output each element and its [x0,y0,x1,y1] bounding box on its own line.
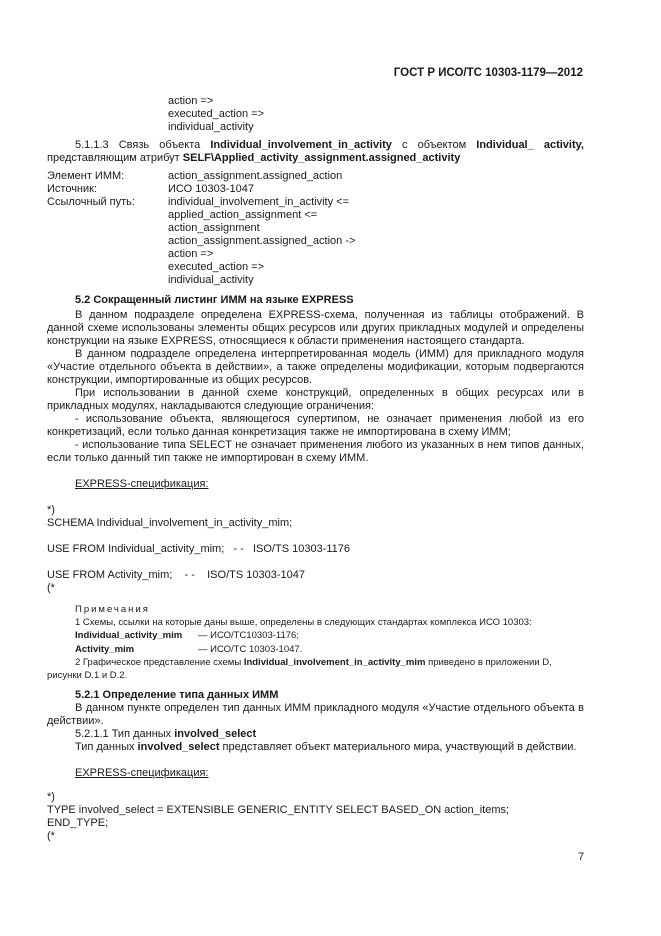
code-line: USE FROM Individual_activity_mim; - - ISO/TS 10303-1176 [47,543,351,555]
note-2-cont: рисунки D.1 и D.2. [47,670,128,681]
section-5211-heading: 5.2.1.1 Тип данных involved_select [75,728,257,740]
code-line: *) [47,504,55,516]
code-line: (* [47,582,55,594]
express-spec-label: EXPRESS-спецификация: [75,478,209,490]
note-1: 1 Схемы, ссылки на которые даны выше, определены в следующих стандартах комплекса ИСО 10303: [75,617,532,628]
ref-path-line: action_assignment [168,222,260,234]
section-5113-line2: представляющим атрибут SELF\Applied_activity_assignment.assigned_activity [47,152,461,164]
section-5211-p: Тип данных involved_select представляет объект материального мира, участвующий в действии. [75,741,577,753]
ref-path-line: individual_activity [168,274,254,286]
section-5113-line1: 5.1.1.3 Связь объекта Individual_involvement_in_activity с объектом Individual_ activity, [75,139,584,151]
path-label: Ссылочный путь: [47,196,135,208]
path-line: individual_activity [168,121,254,133]
element-value: action_assignment.assigned_action [168,170,343,182]
path-line: action => [168,95,214,107]
section-52-p3: При использовании в данной схеме конструкций, определенных в общих ресурсах или в прикладных модулях, накладываются следующие ограничения: [47,387,584,412]
element-label: Элемент ИММ: [47,170,125,182]
code-line: *) [47,791,55,803]
section-521-heading: 5.2.1 Определение типа данных ИММ [75,689,279,701]
note-ref-name: Individual_activity_mim [75,630,183,641]
path-line: executed_action => [168,108,265,120]
section-52-p5: - использование типа SELECT не означает применения любого из указанных в нем типов данных, если только данный тип также не импортирован в схему ИММ. [47,439,584,464]
page-number: 7 [578,851,585,863]
ref-path-line: action => [168,248,214,260]
ref-path-line: applied_action_assignment <= [168,209,318,221]
section-52-heading: 5.2 Сокращенный листинг ИММ на языке EXPRESS [75,294,354,306]
code-line: (* [47,830,55,842]
note-ref-standard: — ИСО/ТС 10303-1047. [198,644,303,655]
code-line: END_TYPE; [47,817,109,829]
ref-path-line: executed_action => [168,261,265,273]
note-2: 2 Графическое представление схемы Individual_involvement_in_activity_mim приведено в приложении D, [75,657,552,668]
code-line: USE FROM Activity_mim; - - ISO/TS 10303-1047 [47,569,305,581]
section-521-p1: В данном пункте определен тип данных ИММ прикладного модуля «Участие отдельного объекта в действии». [47,702,584,727]
section-52-p4: - использование объекта, являющегося супертипом, не означает применения любой из его конкретизаций, если только данная конкретизация также не импортирована в схему ИММ; [47,413,584,438]
source-label: Источник: [47,183,98,195]
ref-path-line: action_assignment.assigned_action -> [168,235,356,247]
section-52-p2: В данном подразделе определена интерпретированная модель (ИММ) для прикладного модуля «Участие отдельного объекта в действии», а также определены модификации, которым подвергаются конструкции, импортированные из общих ресурсов. [47,348,584,386]
note-ref-standard: — ИСО/ТС10303-1176; [198,630,299,641]
code-line: SCHEMA Individual_involvement_in_activity_mim; [47,517,293,529]
ref-path-line: individual_involvement_in_activity <= [168,196,349,208]
notes-title: Примечания [75,604,150,615]
source-value: ИСО 10303-1047 [168,183,254,195]
document-header: ГОСТ Р ИСО/ТС 10303-1179—2012 [393,67,583,79]
code-line: TYPE involved_select = EXTENSIBLE GENERIC_ENTITY SELECT BASED_ON action_items; [47,804,510,816]
note-ref-name: Activity_mim [75,644,135,655]
section-52-p1: В данном подразделе определена EXPRESS-схема, полученная из таблицы отображений. В данной схеме использованы элементы общих ресурсов или других прикладных модулей и определены конструкции на языке EXPRESS, относящиеся к области применения настоящего стандарта. [47,309,584,347]
express-spec-label: EXPRESS-спецификация: [75,767,209,779]
